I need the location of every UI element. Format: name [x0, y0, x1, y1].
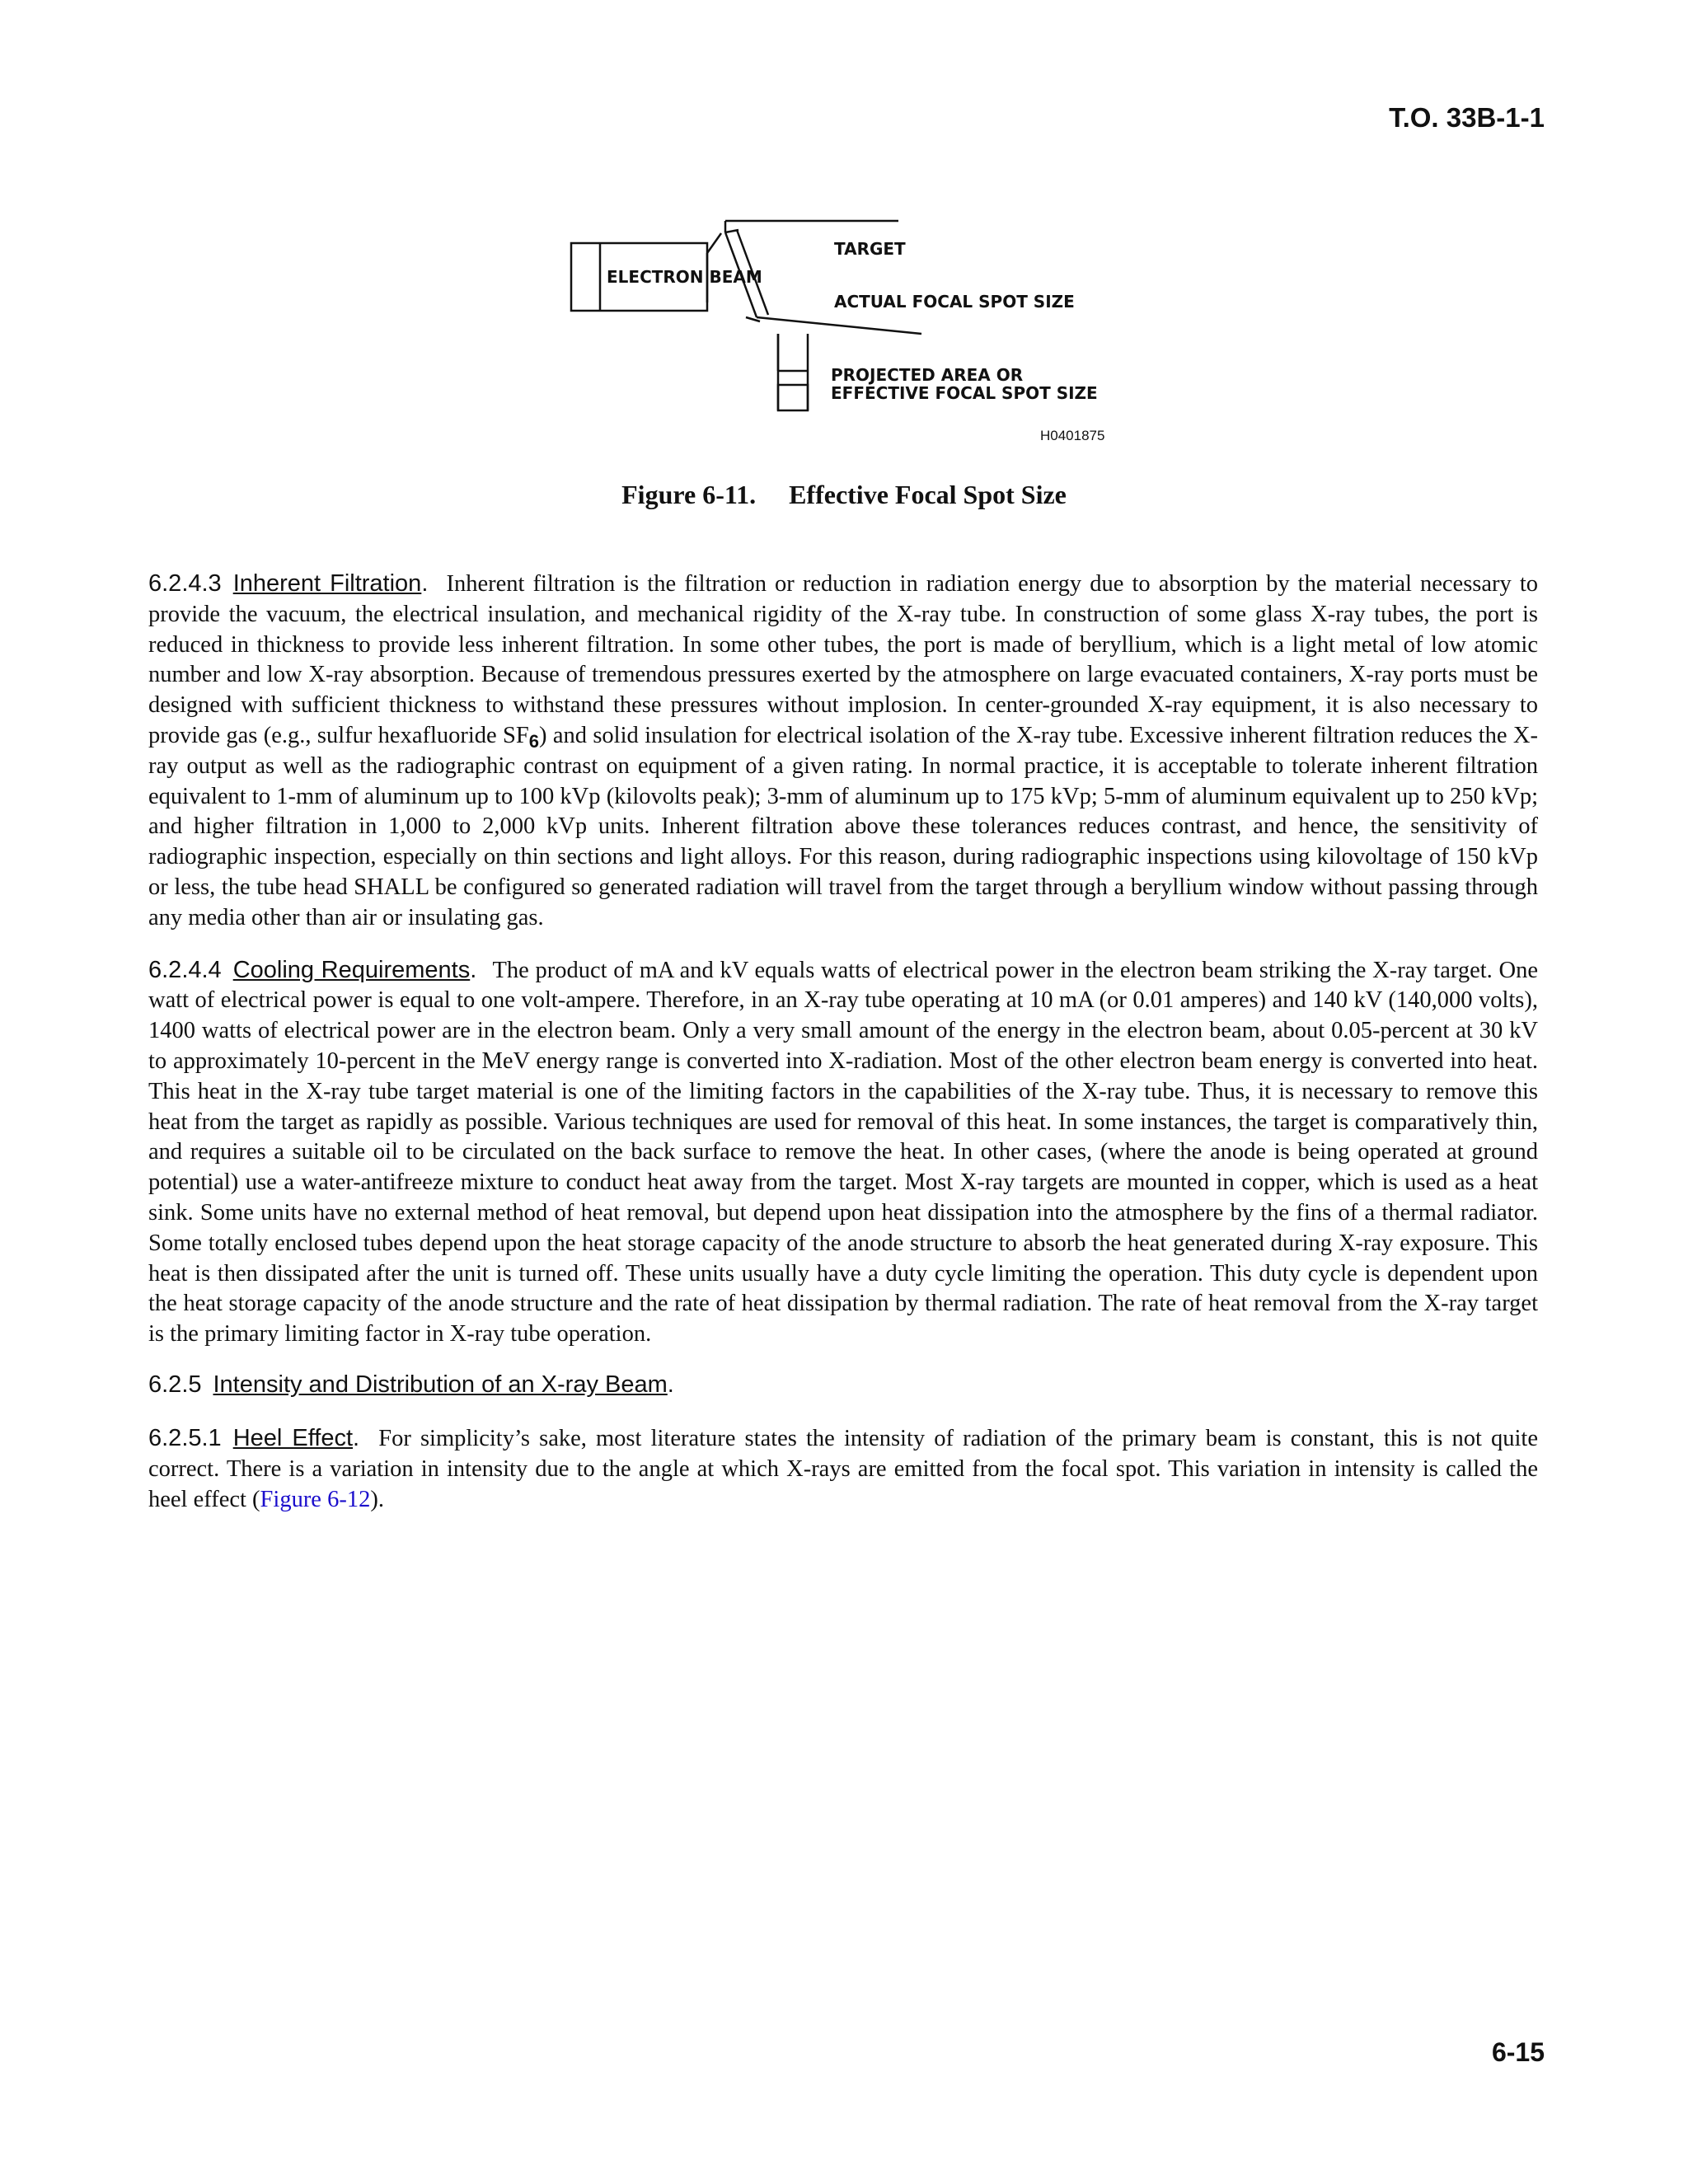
paragraph-6-2-5-1: 6.2.5.1 Heel Effect. For simplicity’s sake, most literature states the intensity of radiation of the primary beam is constant, this is not quite correct. There is a variation in intensity due to the angle at which X-rays are emitted from the focal spot. This variation in intensity is called the heel effect (Figure 6-12). [148, 1424, 1538, 1512]
effective-focal-spot-label: EFFECTIVE FOCAL SPOT SIZE [831, 383, 1098, 403]
page-number: 6-15 [1491, 2037, 1545, 2067]
document-id: T.O. 33B-1-1 [1389, 102, 1545, 133]
paragraph-text-end: ). [370, 1486, 384, 1512]
section-heading-6-2-5: 6.2.5 Intensity and Distribution of an X-ray Beam. [148, 1371, 674, 1398]
paragraph-text: Inherent filtration is the filtration or reduction in radiation energy due to absorption by the material necessary to provide the vacuum, the electrical insulation, and mechanical rigidity of the X-ray tube. In construction of some glass X-ray tubes, the port is reduced in thickness to provide less inherent filtration. In some other tubes, the port is made of beryllium, which is a light metal of low atomic number and low X-ray absorption. Because of tremendous pressures exerted by the atmosphere on large evacuated containers, X-ray ports must be designed with sufficient thickness to withstand these pressures without implosion. In center-grounded X-ray equipment, it is also necessary to provide gas (e.g., sulfur hexafluoride SF [148, 571, 1539, 748]
paragraph-text-continued: ) and solid insulation for electrical isolation of the X-ray tube. Excessive inherent filtration reduces the X-ray output as well as the radiographic contrast on equipment of a given rating. In normal practice, it is acceptable to tolerate inherent filtration equivalent to 1-mm of aluminum up to 100 kVp (kilovolts peak); 3-mm of aluminum up to 175 kVp; 5-mm of aluminum equivalent up to 250 kVp; and higher filtration in 1,000 to 2,000 kVp units. Inherent filtration above these tolerances reduces contrast, and hence, the sensitivity of radiographic inspection, especially on thin sections and light alloys. For this reason, during radiographic inspections using kilovoltage of 150 kVp or less, the tube head SHALL be configured so generated radiation will travel from the target through a beryllium window without passing through any media other than air or insulating gas. [148, 722, 1538, 930]
actual-focal-spot-label: ACTUAL FOCAL SPOT SIZE [834, 292, 1075, 312]
paragraph-number: 6.2.4.4 [148, 956, 222, 983]
page-body [148, 569, 1538, 1536]
paragraph-number: 6.2.5.1 [148, 1424, 222, 1451]
paragraph-title: Heel Effect [232, 1424, 354, 1451]
figure-caption-title: Effective Focal Spot Size [789, 480, 1067, 509]
subscript-6: 6 [528, 730, 539, 752]
electron-beam-label: ELECTRON BEAM [607, 267, 762, 287]
section-title: Intensity and Distribution of an X-ray Beam [213, 1371, 668, 1398]
paragraph-text: For simplicity’s sake, most literature states the intensity of radiation of the primary beam is constant, this is not quite correct. There is a variation in intensity due to the angle at which X-rays are emitted from the focal spot. This variation in intensity is called the heel effect ( [148, 1425, 1538, 1512]
figure-image-id: H0401875 [1040, 428, 1105, 443]
target-label: TARGET [834, 239, 906, 259]
projected-area-label: PROJECTED AREA OR [831, 365, 1024, 385]
paragraph-title: Inherent Filtration [232, 570, 422, 597]
section-number: 6.2.5 [148, 1371, 202, 1398]
paragraph-6-2-4-3: 6.2.4.3 Inherent Filtration. Inherent filtration is the filtration or reduction in radiation energy due to absorption by the material necessary to provide the vacuum, the electrical insulation, and mechanical rigidity of the X-ray tube. In construction of some glass X-ray tubes, the port is reduced in thickness to provide less inherent filtration. In some other tubes, the port is made of beryllium, which is a light metal of low atomic number and low X-ray absorption. Because of tremendous pressures exerted by the atmosphere on large evacuated containers, X-ray ports must be designed with sufficient thickness to withstand these pressures without implosion. In center-grounded X-ray equipment, it is also necessary to provide gas (e.g., sulfur hexafluoride $SF_6$) and solid insulation for electrical isolation of the X-ray tube. Excessive inherent filtration reduces the X-ray output as well as the radiographic contrast on equipment of a given rating. In normal practice, it is acceptable to tolerate inherent filtration equivalent to 1-mm of aluminum up to 100 kVp (kilovolts peak); 3-mm of aluminum up to 175 kVp; 5-mm of aluminum equivalent up to 250 kVp; and higher filtration in 1,000 to 2,000 kVp units. Inherent filtration above these tolerances reduces contrast, and hence, the sensitivity of radiographic inspection, especially on thin sections and light alloys. For this reason, during radiographic inspections using kilovoltage of 150 kVp or less, the tube head SHALL be configured so generated radiation will travel from the target through a beryllium window without passing through any media other than air or insulating gas. [148, 570, 1539, 930]
figure-caption [0, 480, 1688, 510]
paragraph-text: The product of mA and kV equals watts of electrical power in the electron beam striking the X-ray target. One watt of electrical power is equal to one volt-ampere. Therefore, in an X-ray tube operating at 10 mA (or 0.01 amperes) and 140 kV (140,000 volts), 1400 watts of electrical power are in the electron beam. Only a very small amount of the energy in the electron beam, about 0.05-percent at 30 kV to approximately 10-percent in the MeV energy range is converted into X-radiation. Most of the other electron beam energy is converted into heat. This heat in the X-ray tube target material is one of the limiting factors in the capabilities of the X-ray tube. Thus, it is necessary to remove this heat from the target as rapidly as possible. Various techniques are used for removal of this heat. In some instances, the target is comparatively thin, and requires a suitable oil to be circulated on the back surface to remove the heat. In other cases, (where the anode is being operated at ground potential) use a water-antifreeze mixture to conduct heat away from the target. Most X-ray targets are mounted in copper, which is used as a heat sink. Some units have no external method of heat removal, but depend upon heat dissipation into the atmosphere by the fins of a thermal radiator. Some totally enclosed tubes depend upon the heat storage capacity of the anode structure to absorb the heat generated during X-ray exposure. This heat is then dissipated after the unit is turned off. These units usually have a duty cycle limiting the operation. This duty cycle is dependent upon the heat storage capacity of the anode structure and the rate of heat dissipation by thermal radiation. The rate of heat removal from the X-ray target is the primary limiting factor in X-ray tube operation. [148, 957, 1538, 1347]
figure-6-12-link[interactable]: Figure 6-12 [260, 1486, 371, 1512]
paragraph-number: 6.2.4.3 [148, 570, 222, 597]
figure-caption-number: Figure 6-11. [621, 480, 757, 509]
focal-spot-diagram [560, 210, 1137, 457]
paragraph-6-2-4-4: 6.2.4.4 Cooling Requirements. The product of mA and kV equals watts of electrical power in the electron beam striking the X-ray target. One watt of electrical power is equal to one volt-ampere. Therefore, in an X-ray tube operating at 10 mA (or 0.01 amperes) and 140 kV (140,000 volts), 1400 watts of electrical power are in the electron beam. Only a very small amount of the energy in the electron beam, about 0.05-percent at 30 kV to approximately 10-percent in the MeV energy range is converted into X-radiation. Most of the other electron beam energy is converted into heat. This heat in the X-ray tube target material is one of the limiting factors in the capabilities of the X-ray tube. Thus, it is necessary to remove this heat from the target as rapidly as possible. Various techniques are used for removal of this heat. In some instances, the target is comparatively thin, and requires a suitable oil to be circulated on the back surface to remove the heat. In other cases, (where the anode is being operated at ground potential) use a water-antifreeze mixture to conduct heat away from the target. Most X-ray targets are mounted in copper, which is used as a heat sink. Some units have no external method of heat removal, but depend upon heat dissipation into the atmosphere by the fins of a thermal radiator. Some totally enclosed tubes depend upon the heat storage capacity of the anode structure to absorb the heat generated during X-ray exposure. This heat is then dissipated after the unit is turned off. These units usually have a duty cycle limiting the operation. This duty cycle is dependent upon the heat storage capacity of the anode structure and the rate of heat dissipation by thermal radiation. The rate of heat removal from the X-ray target is the primary limiting factor in X-ray tube operation. [148, 956, 1538, 1347]
paragraph-title: Cooling Requirements [232, 956, 471, 983]
